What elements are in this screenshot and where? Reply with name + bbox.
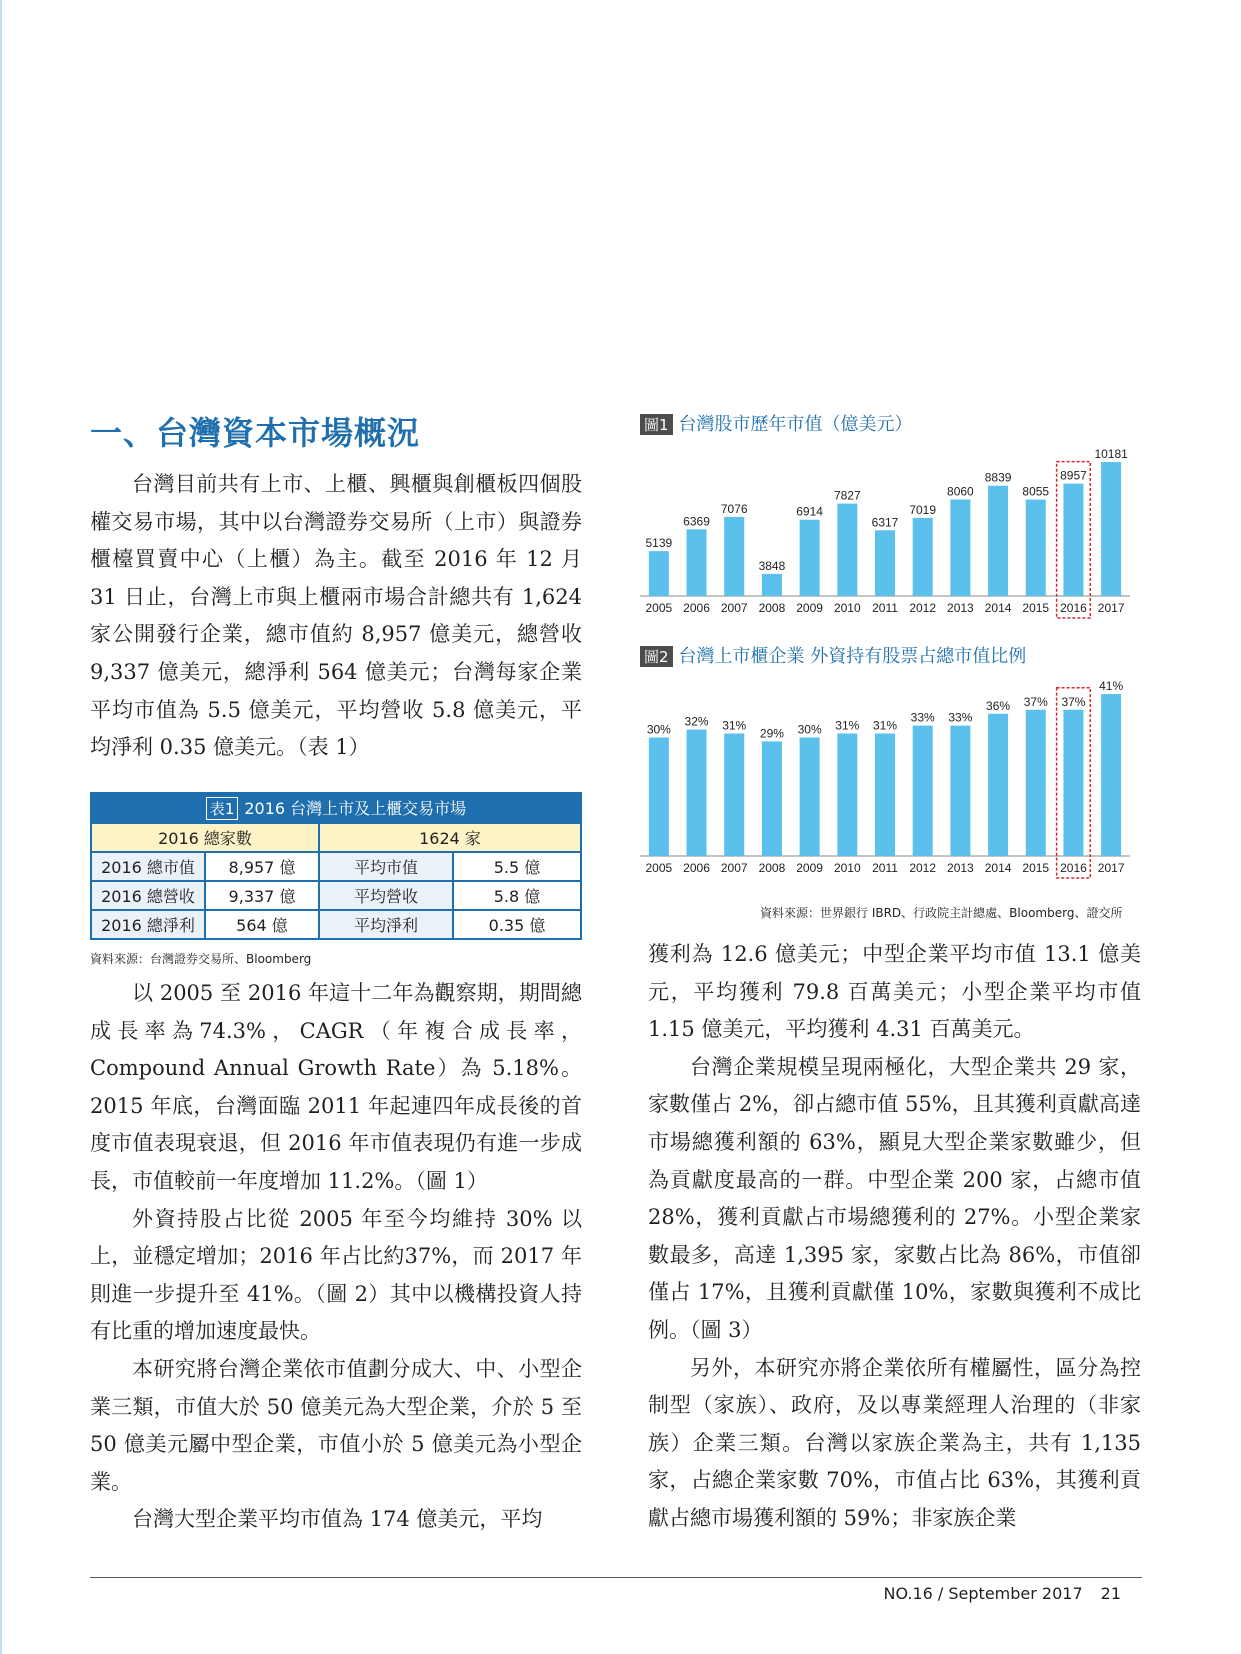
data-label: 31%	[872, 718, 898, 733]
paragraph: 以 2005 至 2016 年這十二年為觀察期，期間總成長率為74.3%，CAGR（年複合成長率，Compound Annual Growth Rate）為 5.18%。2015 年底，台灣面臨 2011 年起連四年成長後的首度市值表現衰退，但 2016 年市值表現仍有進一步成長，市值較前一年度增加 11.2%。（圖 1）	[90, 981, 582, 1193]
tick-label: 2017	[1097, 601, 1125, 615]
tick-label: 2014	[984, 861, 1012, 875]
tick-label: 2010	[833, 861, 861, 875]
data-label: 5139	[645, 536, 673, 551]
chart-title-text: 台灣股市歷年市值（億美元）	[678, 414, 913, 435]
right-column	[648, 936, 1141, 1538]
bar	[724, 517, 744, 596]
bar	[687, 529, 707, 596]
data-label: 8060	[947, 484, 974, 499]
table-cell-label: 2016 總營收	[91, 881, 205, 910]
bar	[649, 737, 669, 856]
data-label: 31%	[835, 718, 860, 733]
issue-label: NO.16 / September 2017	[883, 1584, 1083, 1603]
data-label: 37%	[1023, 694, 1048, 709]
data-label: 6369	[683, 514, 710, 529]
table-header-label: 2016 總家數	[91, 823, 319, 852]
data-label: 7827	[833, 488, 861, 503]
tick-label: 2010	[833, 601, 861, 615]
chart-canvas	[640, 434, 1130, 620]
table-cell-value: 9,337 億	[205, 881, 319, 910]
paragraph: 獲利為 12.6 億美元；中型企業平均市值 13.1 億美元，平均獲利 79.8 百萬美元；小型企業平均市值 1.15 億美元，平均獲利 4.31 百萬美元。	[648, 942, 1141, 1042]
bar	[875, 530, 895, 596]
tick-label: 2011	[872, 601, 898, 615]
tick-label: 2013	[947, 601, 974, 615]
data-label: 31%	[722, 718, 747, 733]
table-cell-value: 8,957 億	[205, 852, 319, 881]
data-label: 33%	[910, 710, 935, 725]
data-label: 3848	[758, 558, 786, 573]
paragraph: 台灣企業規模呈現兩極化，大型企業共 29 家，家數僅占 2%，卻占總市值 55%，且其獲利貢獻高達市場總獲利額的 63%，顯見大型企業家數雖少，但為貢獻度最高的一群。中型企業 200 家，占總市值 28%，獲利貢獻占市場總獲利的 27%。小型企業家數最多，高達 1,395 家，家數占比為 86%，市值卻僅占 17%，且獲利貢獻僅 10%，家數與獲利不成比例。（圖 3）	[648, 1054, 1141, 1342]
table-row	[91, 881, 581, 910]
bar	[837, 504, 857, 596]
data-label: 8839	[984, 470, 1012, 485]
tick-label: 2008	[758, 861, 786, 875]
data-label: 6317	[871, 515, 899, 530]
bar	[800, 520, 820, 596]
tick-label: 2005	[645, 601, 673, 615]
bar	[913, 726, 933, 856]
table-row	[91, 910, 581, 939]
tick-label: 2015	[1022, 601, 1050, 615]
tick-label: 2011	[872, 861, 898, 875]
table-cell-value: 0.35 億	[453, 910, 581, 939]
tick-label: 2007	[720, 601, 748, 615]
bar	[762, 574, 782, 596]
market-summary-table	[90, 792, 582, 940]
bar	[950, 499, 970, 596]
table-tag: 表1	[206, 797, 239, 820]
table-source: 資料來源：台灣證券交易所、Bloomberg	[90, 952, 312, 966]
paragraph: 另外，本研究亦將企業依所有權屬性，區分為控制型（家族）、政府，及以專業經理人治理的（非家族）企業三類。台灣以家族企業為主，共有 1,135 家，占總企業家數 70%，市值占比 63%，其獲利貢獻占總市場獲利額的 59%；非家族企業	[648, 1355, 1141, 1530]
paragraph: 外資持股占比從 2005 年至今均維持 30% 以上，並穩定增加；2016 年占比約37%，而 2017 年則進一步提升至 41%。（圖 2）其中以機構投資人持有比重的增加速度最快。	[90, 1206, 582, 1344]
tick-label: 2009	[796, 861, 823, 875]
bar	[762, 741, 782, 856]
section-title: 一、台灣資本市場概況	[90, 414, 421, 452]
data-label: 32%	[684, 714, 709, 729]
footer-rule	[90, 1577, 1142, 1578]
tick-label: 2016	[1060, 601, 1087, 615]
tick-label: 2013	[947, 861, 974, 875]
paragraph: 台灣目前共有上市、上櫃、興櫃與創櫃板四個股權交易市場，其中以台灣證券交易所（上市）與證券櫃檯買賣中心（上櫃）為主。截至 2016 年 12 月 31 日止，台灣上市與上櫃兩市場合計總共有 1,624 家公開發行企業，總市值約 8,957 億美元，總營收 9,337 億美元，總淨利 564 億美元；台灣每家企業平均市值為 5.5 億美元，平均營收 5.8 億美元，平均淨利 0.35 億美元。（表 1）	[90, 472, 582, 760]
bar	[800, 737, 820, 856]
figure-tag: 圖2	[640, 646, 673, 667]
tick-label: 2012	[909, 601, 937, 615]
data-label: 30%	[797, 722, 822, 737]
table-cell-value: 5.5 億	[453, 852, 581, 881]
data-label: 8957	[1060, 468, 1087, 483]
tick-label: 2007	[720, 861, 748, 875]
chart-title	[640, 410, 913, 436]
bar	[988, 486, 1008, 596]
page-edge-rule	[0, 0, 2, 1654]
bar	[875, 734, 895, 856]
paragraph: 台灣大型企業平均市值為 174 億美元，平均	[132, 1507, 543, 1532]
figures-source: 資料來源：世界銀行 IBRD、行政院主計總處、Bloomberg、證交所	[760, 906, 1123, 920]
page-number: 21	[1100, 1584, 1121, 1603]
intro-column	[90, 466, 582, 767]
data-label: 33%	[948, 710, 973, 725]
table-cell-label: 平均營收	[319, 881, 453, 910]
table-cell-value: 564 億	[205, 910, 319, 939]
bar	[950, 726, 970, 856]
bar	[687, 730, 707, 856]
bar	[837, 734, 857, 856]
bar	[1063, 710, 1083, 856]
left-column	[90, 975, 582, 1539]
market-cap-chart	[640, 410, 1130, 620]
data-label: 10181	[1094, 447, 1128, 461]
table-cell-label: 平均淨利	[319, 910, 453, 939]
data-label: 36%	[986, 698, 1011, 713]
bar	[724, 734, 744, 856]
tick-label: 2015	[1022, 861, 1050, 875]
data-label: 7076	[720, 501, 748, 516]
table-cell-label: 2016 總市值	[91, 852, 205, 881]
data-label: 29%	[759, 726, 784, 741]
data-label: 37%	[1061, 694, 1086, 709]
paragraph: 本研究將台灣企業依市值劃分成大、中、小型企業三類，市值大於 50 億美元為大型企業，介於 5 至 50 億美元屬中型企業，市值小於 5 億美元為小型企業。	[90, 1356, 582, 1494]
bar	[988, 714, 1008, 856]
data-label: 8055	[1022, 484, 1050, 499]
foreign-holding-chart	[640, 642, 1130, 880]
table-cell-label: 平均市值	[319, 852, 453, 881]
data-label: 30%	[646, 722, 671, 737]
tick-label: 2014	[984, 601, 1012, 615]
table-cell-value: 5.8 億	[453, 881, 581, 910]
bar	[1063, 484, 1083, 596]
chart-canvas	[640, 666, 1130, 880]
bar	[1101, 462, 1121, 596]
tick-label: 2005	[645, 861, 673, 875]
footer	[883, 1584, 1121, 1603]
tick-label: 2009	[796, 601, 823, 615]
tick-label: 2017	[1097, 861, 1125, 875]
tick-label: 2016	[1060, 861, 1087, 875]
table-caption-text: 2016 台灣上市及上櫃交易市場	[244, 799, 467, 818]
data-label: 41%	[1099, 679, 1124, 693]
bar	[1101, 694, 1121, 856]
bar	[1026, 500, 1046, 596]
tick-label: 2012	[909, 861, 937, 875]
chart-title-text: 台灣上市櫃企業 外資持有股票占總市值比例	[678, 646, 1027, 667]
bar	[913, 518, 933, 596]
table-cell-label: 2016 總淨利	[91, 910, 205, 939]
tick-label: 2008	[758, 601, 786, 615]
data-label: 7019	[909, 502, 937, 517]
chart-title	[640, 642, 1026, 668]
tick-label: 2006	[683, 601, 710, 615]
table-caption	[91, 793, 581, 823]
bar	[649, 551, 669, 596]
table-header-value: 1624 家	[319, 823, 581, 852]
data-label: 6914	[796, 504, 823, 519]
bar	[1026, 710, 1046, 856]
tick-label: 2006	[683, 861, 710, 875]
figure-tag: 圖1	[640, 414, 673, 435]
table-row	[91, 852, 581, 881]
